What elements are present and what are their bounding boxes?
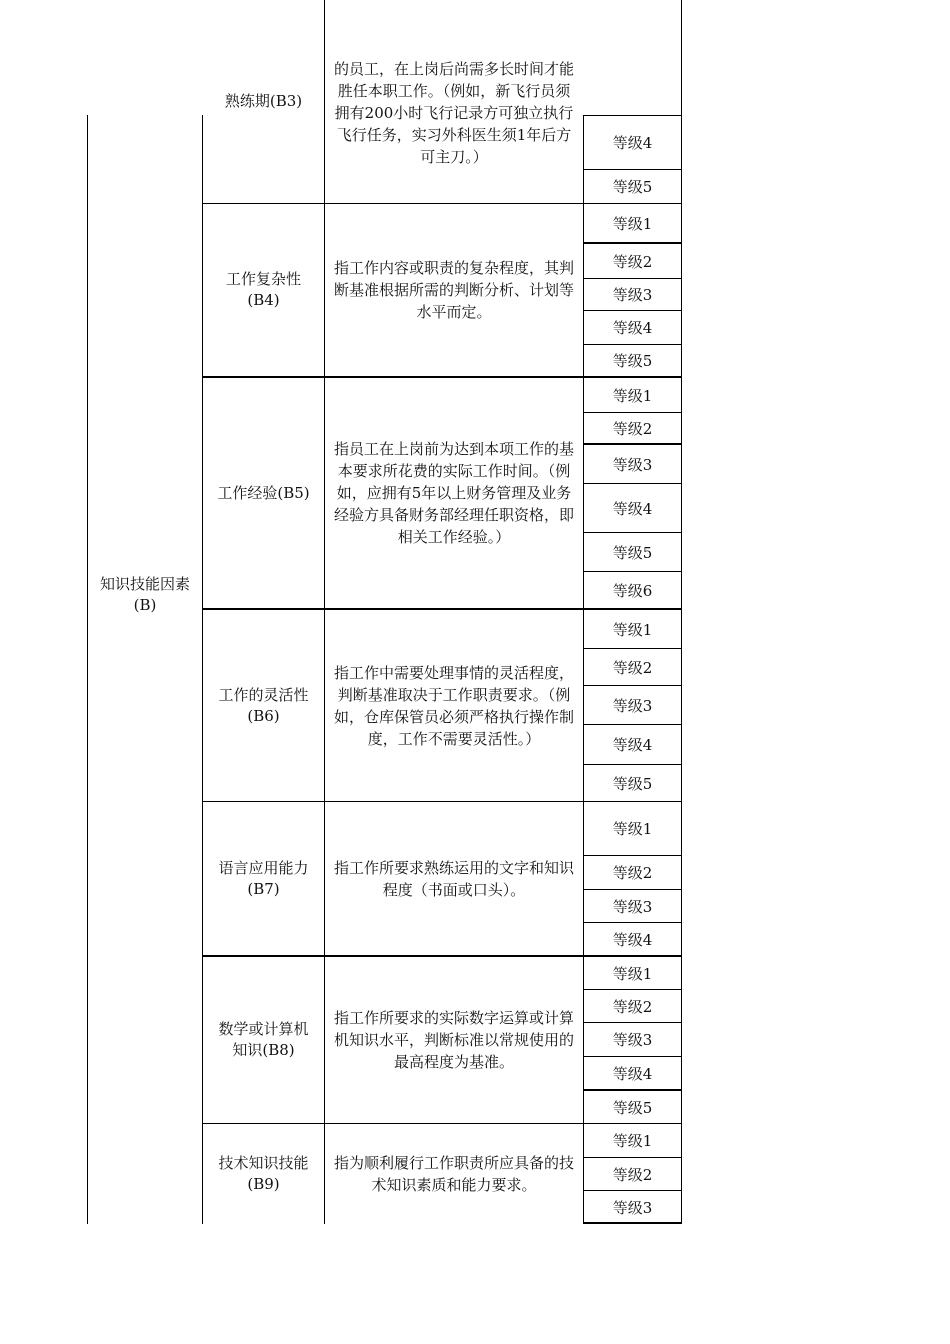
description-b5: 指员工在上岗前为达到本项工作的基本要求所花费的实际工作时间。（例如，应拥有5年以上财务管理及业务经验方具备财务部经理任职资格，即相关工作经验。） <box>333 440 574 546</box>
subfactor-b6: 工作的灵活性 (B6) <box>218 685 309 725</box>
level-cell: 等级4 <box>612 1064 653 1083</box>
level-cell: 等级4 <box>612 930 653 949</box>
level-cell: 等级1 <box>612 386 653 405</box>
description-b8: 指工作所要求的实际数字运算或计算机知识水平，判断标准以常规使用的最高程度为基准。 <box>333 1009 574 1071</box>
subfactor-b9: 技术知识技能 (B9) <box>218 1154 309 1193</box>
level-cell: 等级1 <box>612 820 653 838</box>
main-factor-code: (B) <box>133 596 157 614</box>
level-cell: 等级3 <box>612 696 653 715</box>
description-b9: 指为顺利履行工作职责所应具备的技术知识素质和能力要求。 <box>333 1154 574 1194</box>
subfactor-b4: 工作复杂性 (B4) <box>225 270 301 309</box>
level-cell: 等级5 <box>612 543 653 562</box>
level-cell: 等级4 <box>612 319 653 337</box>
level-col-right-line <box>681 0 682 1224</box>
main-factor-name: 知识技能因素 <box>99 575 190 593</box>
level-cell: 等级1 <box>612 1132 653 1150</box>
level-cell: 等级1 <box>612 620 653 639</box>
level-cell: 等级3 <box>612 455 653 474</box>
level-cell: 等级4 <box>612 134 653 152</box>
level-cell: 等级3 <box>612 1198 653 1217</box>
level-cell: 等级2 <box>612 864 653 882</box>
level-cell: 等级5 <box>612 178 653 196</box>
level-cell: 等级2 <box>612 252 653 271</box>
level-cell: 等级6 <box>612 581 653 600</box>
level-cell: 等级2 <box>612 997 653 1016</box>
main-factor-cell <box>88 560 202 630</box>
subfactor-b8: 数学或计算机 知识(B8) <box>218 1020 309 1059</box>
level-cell: 等级2 <box>612 658 653 677</box>
description-b7: 指工作所要求熟练运用的文字和知识程度（书面或口头）。 <box>333 858 574 899</box>
level-cell: 等级2 <box>612 1165 653 1184</box>
level-cell: 等级1 <box>612 964 653 983</box>
description-b6: 指工作中需要处理事情的灵活程度，判断基准取决于工作职责要求。（例如，仓库保管员必须严格执行操作制度，工作不需要灵活性。） <box>333 663 574 748</box>
level-cell: 等级3 <box>612 286 653 304</box>
level-cell: 等级4 <box>612 736 653 754</box>
subfactor-b3: 熟练期(B3) <box>224 91 303 110</box>
level-cell: 等级5 <box>612 352 653 370</box>
level-cell: 等级3 <box>612 1031 653 1049</box>
level-cell: 等级2 <box>612 419 653 438</box>
level-cell: 等级5 <box>612 1098 653 1117</box>
subfactor-b7: 语言应用能力 (B7) <box>218 858 309 898</box>
left-border-line <box>87 115 88 1224</box>
level-cell: 等级3 <box>612 897 653 916</box>
level-cell: 等级1 <box>612 214 653 233</box>
description-b3: 的员工，在上岗后尚需多长时间才能胜任本职工作。（例如，新飞行员须拥有200小时飞行记录方可独立执行飞行任务，实习外科医生须1年后方可主刀。） <box>333 60 574 166</box>
subfactor-b5: 工作经验(B5) <box>217 483 310 502</box>
description-b4: 指工作内容或职责的复杂程度，其判断基准根据所需的判断分析、计划等水平而定。 <box>333 259 574 321</box>
level-cell: 等级5 <box>612 774 653 793</box>
table-bottom-line <box>583 1222 681 1224</box>
level-cell: 等级4 <box>612 499 653 518</box>
